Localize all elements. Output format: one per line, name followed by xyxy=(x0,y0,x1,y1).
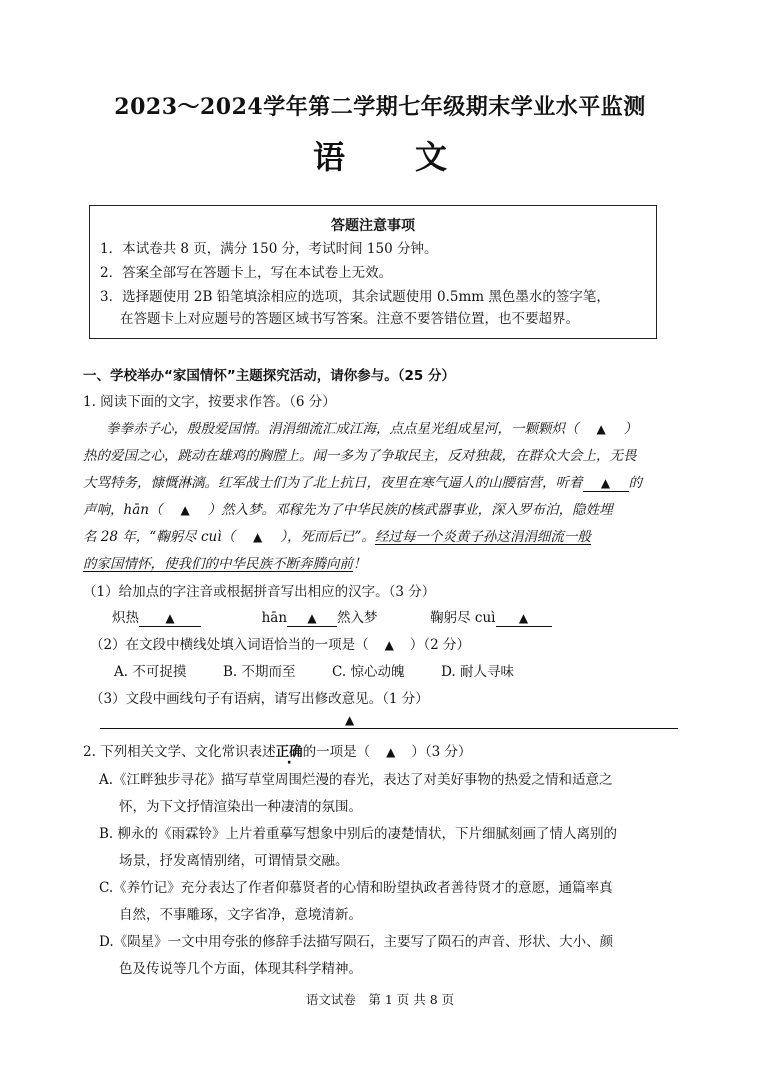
q2-option-d-line-1: D.《陨星》一文中用夸张的修辞手法描写陨石，主要写了陨石的声音、形状、大小、颜 xyxy=(99,934,614,950)
passage-line-4 xyxy=(83,498,613,518)
passage-text: 大骂特务，慷慨淋漓。红军战士们为了北上抗日，夜里在寒气逼人的山腰宿营，听着 xyxy=(83,475,583,491)
q2-option-c-line-2: 自然，不事雕琢，文字省净，意境清新。 xyxy=(119,907,362,923)
section-1-heading: 一、学校举办“家国情怀”主题探究活动，请你参与。（25 分） xyxy=(83,368,455,384)
question-text: （2）在文段中横线处填入词语恰当的一项是（ xyxy=(90,637,369,653)
emphasis-text: 正确 xyxy=(275,744,303,760)
fill-blank xyxy=(583,475,629,492)
option-c: C. 惊心动魄 xyxy=(332,664,405,680)
page-footer: 语文试卷 第 1 页 共 8 页 xyxy=(305,992,455,1007)
answer-marker: ▲ xyxy=(307,611,317,625)
q2-option-b-line-2: 场景，抒发离情别绪，可谓情景交融。 xyxy=(119,853,349,869)
q1-fill-row xyxy=(112,606,552,627)
option-d: D. 耐人寻味 xyxy=(441,664,515,680)
passage-text: ）然入梦。邓稼先为了中华民族的核武器事业，深入罗布泊，隐姓埋 xyxy=(207,502,613,518)
answer-marker: ▲ xyxy=(165,611,175,625)
underlined-sentence: 经过每一个炎黄子孙这涓涓细流一般 xyxy=(374,529,591,545)
fill-label: 鞠躬尽 cuì xyxy=(430,610,496,626)
passage-line-1 xyxy=(106,417,637,437)
notice-box xyxy=(89,205,657,339)
q2-stem xyxy=(83,740,472,760)
answer-line xyxy=(100,728,678,729)
q2-option-d-line-2: 色及传说等几个方面，体现其科学精神。 xyxy=(119,961,362,977)
q2-option-a-line-1: A.《江畔独步寻花》描写草堂周围烂漫的春光，表达了对美好事物的热爱之情和适意之 xyxy=(99,772,613,788)
q2-option-b-line-1: B. 柳永的《雨霖铃》上片着重摹写想象中别后的凄楚情状，下片细腻刻画了情人离别的 xyxy=(99,826,618,842)
answer-marker: ▲ xyxy=(384,638,394,652)
passage-line-3 xyxy=(83,471,642,492)
fill-blank xyxy=(139,610,201,627)
fill-label: hān xyxy=(261,610,288,626)
q1-sub-1: （1）给加点的字注音或根据拼音写出相应的汉字。（3 分） xyxy=(83,584,436,600)
q2-option-c-line-1: C.《养竹记》充分表达了作者仰慕贤者的心情和盼望执政者善待贤才的意愿，通篇率真 xyxy=(99,880,613,896)
question-text: 的一项是（ xyxy=(302,744,371,760)
fill-blank xyxy=(496,610,552,627)
q1-sub-3: （3）文段中画线句子有语病，请写出修改意见。（1 分） xyxy=(90,691,429,707)
notice-item-3: 3．选择题使用 2B 铅笔填涂相应的选项，其余试题使用 0.5mm 黑色墨水的签字笔， xyxy=(100,289,610,305)
exam-title: 2023～2024学年第二学期七年级期末学业水平监测 xyxy=(114,94,646,120)
notice-item-1: 1．本试卷共 8 页，满分 150 分，考试时间 150 分钟。 xyxy=(100,241,438,257)
passage-text: 名 28 年，“鞠躬尽 cuì（ xyxy=(83,529,236,545)
option-b: B. 不期而至 xyxy=(222,664,296,680)
answer-marker: ▲ xyxy=(253,530,263,544)
passage-text: 拳拳赤子心，殷殷爱国情。涓涓细流汇成江海，点点星光组成星河，一颗颗炽（ xyxy=(106,421,579,437)
passage-line-6 xyxy=(83,552,367,572)
notice-title: 答题注意事项 xyxy=(331,218,415,234)
question-text: ）（2 分） xyxy=(409,637,470,653)
q1-sub-2 xyxy=(90,633,470,653)
passage-text: 声响，hān（ xyxy=(83,502,163,518)
passage-line-2: 热的爱国之心，跳动在雄鸡的胸膛上。闻一多为了争取民主，反对独裁，在群众大会上，无畏 xyxy=(83,448,637,464)
fill-label: 炽热 xyxy=(112,610,139,626)
passage-text: ！ xyxy=(353,556,367,572)
notice-item-2: 2．答案全部写在答题卡上，写在本试卷上无效。 xyxy=(100,265,393,281)
underlined-sentence: 的家国情怀，使我们的中华民族不断奔腾向前 xyxy=(83,556,353,572)
passage-text: 的 xyxy=(628,475,642,491)
fill-blank xyxy=(287,610,337,627)
answer-marker: ▲ xyxy=(518,611,529,625)
option-a: A. 不可捉摸 xyxy=(114,664,187,680)
passage-text: ） xyxy=(623,421,638,437)
q2-option-a-line-2: 怀，为下文抒情渲染出一种凄清的氛围。 xyxy=(119,799,362,815)
passage-text: ），死而后已”。 xyxy=(280,529,375,545)
answer-marker: ▲ xyxy=(386,745,396,759)
answer-marker: ▲ xyxy=(345,713,355,727)
answer-marker: ▲ xyxy=(180,503,190,517)
fill-label: 然入梦 xyxy=(337,610,378,626)
subject-title: 语文 xyxy=(312,138,517,176)
answer-marker: ▲ xyxy=(596,422,606,436)
answer-marker: ▲ xyxy=(600,476,611,490)
q1-options xyxy=(114,660,514,680)
passage-line-5 xyxy=(83,525,591,545)
q1-stem: 1. 阅读下面的文字，按要求作答。（6 分） xyxy=(83,394,336,410)
question-text: ）（3 分） xyxy=(411,744,472,760)
notice-item-3-cont: 在答题卡上对应题号的答题区域书写答案。注意不要答错位置，也不要超界。 xyxy=(120,311,579,327)
question-text: 2. 下列相关文学、文化常识表述 xyxy=(83,744,276,760)
